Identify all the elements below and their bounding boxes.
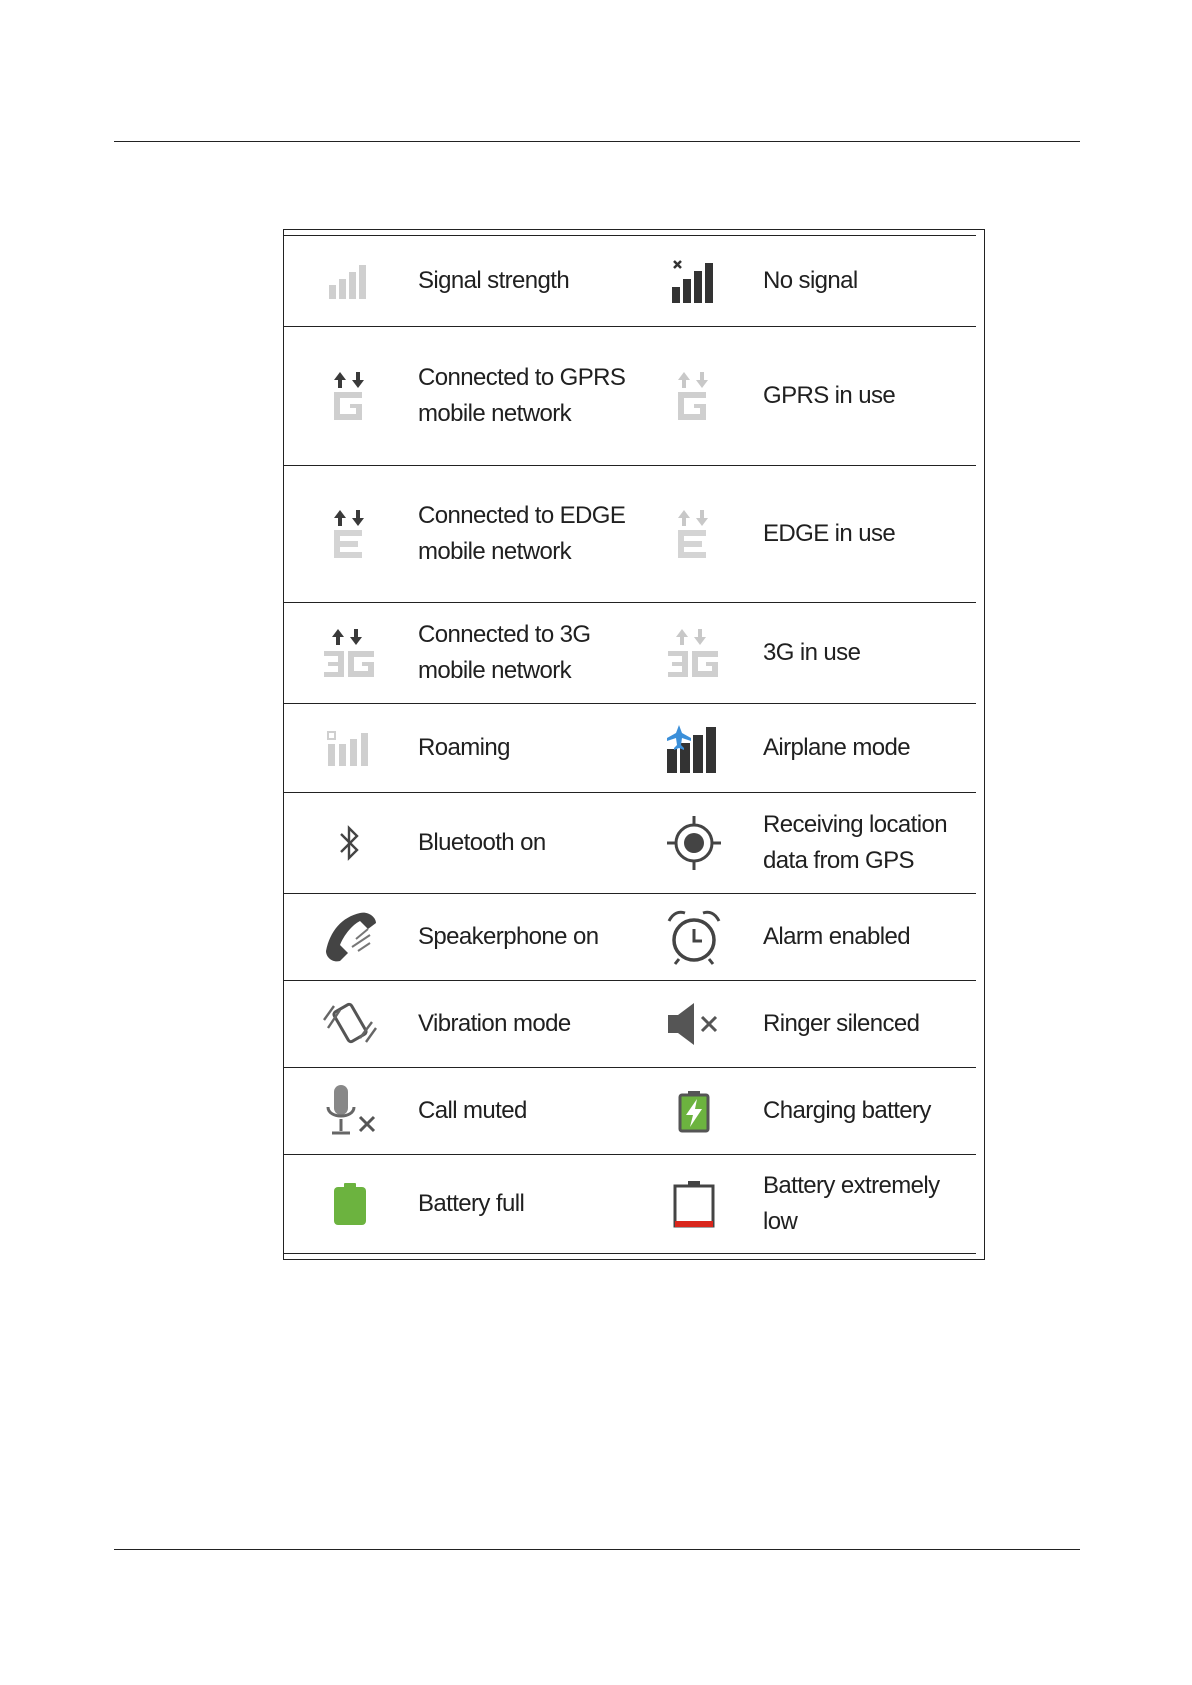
vibration-icon	[310, 981, 390, 1067]
cell-label: Signal strength	[418, 267, 570, 294]
airplane-mode-icon	[654, 704, 734, 792]
cell-label: Roaming	[418, 734, 510, 761]
edge-in-use-icon	[654, 466, 734, 602]
cell-label: No signal	[763, 267, 858, 294]
cell-label: Vibration mode	[418, 1010, 571, 1037]
cell-label: Bluetooth on	[418, 829, 546, 856]
bluetooth-icon	[310, 793, 390, 893]
gprs-connected-icon	[310, 327, 390, 465]
cell-label: Speakerphone on	[418, 923, 599, 950]
alarm-icon	[654, 894, 734, 980]
cell-label: Battery full	[418, 1190, 525, 1217]
table-row	[284, 894, 976, 981]
cell-label: Connected to 3G mobile network	[418, 621, 591, 684]
cell-label: Connected to EDGE mobile network	[418, 502, 626, 565]
no-signal-icon	[654, 236, 734, 326]
table-row	[284, 704, 976, 793]
table-row	[284, 793, 976, 894]
table-row	[284, 603, 976, 704]
charging-battery-icon	[654, 1068, 734, 1154]
signal-strength-icon	[310, 236, 390, 326]
table-row	[284, 1155, 976, 1254]
gps-icon	[654, 793, 734, 893]
speakerphone-icon	[310, 894, 390, 980]
roaming-icon	[310, 704, 390, 792]
gprs-in-use-icon	[654, 327, 734, 465]
cell-label: Charging battery	[763, 1097, 931, 1124]
table-row	[284, 981, 976, 1068]
cell-label: Alarm enabled	[763, 923, 910, 950]
cell-label: 3G in use	[763, 639, 861, 666]
cell-label: Receiving location data from GPS	[763, 811, 947, 874]
3g-in-use-icon	[654, 603, 734, 703]
table-row	[284, 466, 976, 603]
status-icons-table-frame	[283, 229, 985, 1260]
status-icons-table	[284, 235, 976, 1254]
battery-low-icon	[654, 1155, 734, 1253]
cell-label: Ringer silenced	[763, 1010, 920, 1037]
battery-full-icon	[310, 1155, 390, 1253]
table-row	[284, 236, 976, 327]
cell-label: Call muted	[418, 1097, 527, 1124]
cell-label: Battery extremely low	[763, 1172, 940, 1235]
cell-label: EDGE in use	[763, 520, 896, 547]
footer-rule	[114, 1549, 1080, 1550]
call-muted-icon	[310, 1068, 390, 1154]
cell-label: Airplane mode	[763, 734, 910, 761]
table-row	[284, 327, 976, 466]
3g-connected-icon	[310, 603, 390, 703]
cell-label: GPRS in use	[763, 382, 896, 409]
table-row	[284, 1068, 976, 1155]
cell-label: Connected to GPRS mobile network	[418, 364, 626, 427]
header-rule	[114, 141, 1080, 142]
ringer-silenced-icon	[654, 981, 734, 1067]
edge-connected-icon	[310, 466, 390, 602]
